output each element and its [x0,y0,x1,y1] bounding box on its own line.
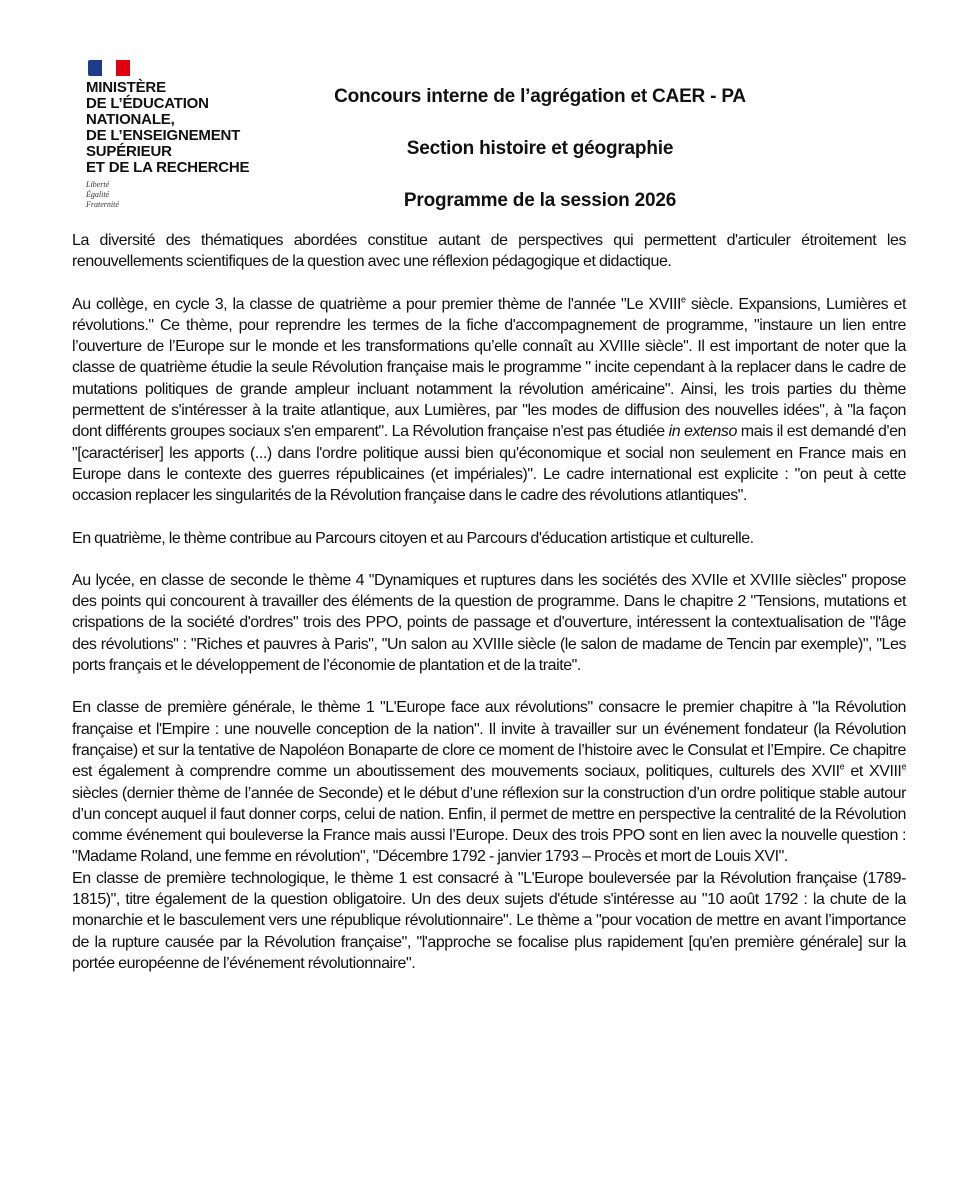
document-header [260,86,820,242]
ministry-line: SUPÉRIEUR [86,143,172,160]
text-segment: mais il est demandé d'en "[caractériser] les apports (...) dans l'ordre politique aussi bien qu'économique et social non seulement en France mais en Europe dans le contexte des guerres républicaines (et impériales)". Le cadre international est explicite : "on peut à cette occasion replacer les singularités de la Révolution française dans le cadre des révolutions atlantiques". [72,423,906,505]
paragraph-lycee-seconde: Au lycée, en classe de seconde le thème 4 "Dynamiques et ruptures dans les sociétés des XVIIe et XVIIIe siècles" propose des points qui concourent à travailler des éléments de la question de programme. Dans le chapitre 2 "Tensions, mutations et crispations de la société d'ordres" trois des PPO, points de passage et d'ouverture, intéressent la contextualisation de "l'âge des révolutions" : "Riches et pauvres à Paris", "Un salon au XVIIIe siècle (le salon de madame de Tencin par exemple)", "Les ports français et le développement de l’économie de plantation et de la traite". [72,571,906,675]
superscript: e [839,761,845,772]
paragraph-intro: La diversité des thématiques abordées constitue autant de perspectives qui permettent d'articuler étroitement les renouvellements scientifiques de la question avec une réflexion pédagogique et didactique. [72,232,906,271]
document-body [72,230,906,995]
ministry-line: DE L’ÉDUCATION [86,95,209,112]
italic-segment: in extenso [668,423,737,441]
text-segment: siècles (dernier thème de l’année de Seconde) et le début d’une réflexion sur la construction d’un ordre politique stable autour d’un concept auquel il faut donner corps, celui de nation. Enfin, il permet de mettre en perspective la centralité de la Révolution comme événement qui bouleverse la France mais aussi l’Europe. Deux des trois PPO sont en lien avec la nouvelle question : "Madame Roland, une femme en révolution", "Décembre 1792 - janvier 1793 – Procès et mort de Louis XVI". [72,784,906,866]
marianne-flag-icon [88,60,130,76]
superscript: e [680,294,686,305]
ministry-line: ET DE LA RECHERCHE [86,159,250,176]
superscript: e [901,761,906,772]
paragraph-premiere-technologique: En classe de première technologique, le thème 1 est consacré à "L'Europe bouleversée par la Révolution française (1789-1815)", titre également de la question obligatoire. Un des deux sujets d'étude s'intéresse au "10 août 1792 : la chute de la monarchie et le basculement vers une république révolutionnaire". Le thème a "pour vocation de mettre en avant l’importance de la rupture causée par la Révolution française", "l'approche se focalise plus rapidement [qu'en première générale] sur la portée européenne de l’événement révolutionnaire". [72,869,906,972]
text-segment: En classe de première générale, le thème 1 "L'Europe face aux révolutions" consacre le premier chapitre à "la Révolution française et l'Empire : une nouvelle conception de la nation". Il invite à travailler sur un événement fondateur (la Révolution française) et sur la tentative de Napoléon Bonaparte de clore ce moment de l’histoire avec le Consulat et l’Empire. Ce chapitre est également à comprendre comme un aboutissement des mouvements sociaux, politiques, culturels des XVII [72,699,906,781]
ministry-line: MINISTÈRE [86,79,166,96]
motto-line: Fraternité [86,200,119,209]
text-segment: et XVIII [844,763,902,781]
ministry-line: DE L’ENSEIGNEMENT [86,127,241,144]
section-title: Section histoire et géographie [406,138,674,159]
motto-line: Égalité [86,190,110,199]
paragraph-quatrieme: En quatrième, le thème contribue au Parcours citoyen et au Parcours d'éducation artistique et culturelle. [72,529,754,547]
ministry-name [86,80,249,176]
motto-line: Liberté [86,180,110,189]
document-title: Concours interne de l’agrégation et CAER - PA [334,86,746,107]
session-title: Programme de la session 2026 [403,190,677,211]
text-segment: siècle. Expansions, Lumières et révolutions." Ce thème, pour reprendre les termes de la fiche d'accompagnement de programme, "instaure un lien entre l’ouverture de l’Europe sur le monde et les transformations qu’elle connaît au XVIIIe siècle". Il est important de noter que la classe de quatrième étudie la seule Révolution française mais le programme " incite cependant à la replacer dans le cadre de mutations politiques de grande ampleur incluant notamment la révolution américaine". Ainsi, les trois parties du thème permettent de s'intéresser à la traite atlantique, aux Lumières, par "les modes de diffusion des nouvelles idées", à "la façon dont différents groupes sociaux s'en emparent". La Révolution française n'est pas étudiée [72,295,906,441]
text-segment: Au collège, en cycle 3, la classe de quatrième a pour premier thème de l'année "Le XVIII [72,295,681,313]
paragraph-college [72,294,906,507]
ministry-line: NATIONALE, [86,111,175,128]
republic-motto [86,180,249,210]
ministry-logo [86,60,249,210]
paragraph-premiere-generale [72,697,906,867]
